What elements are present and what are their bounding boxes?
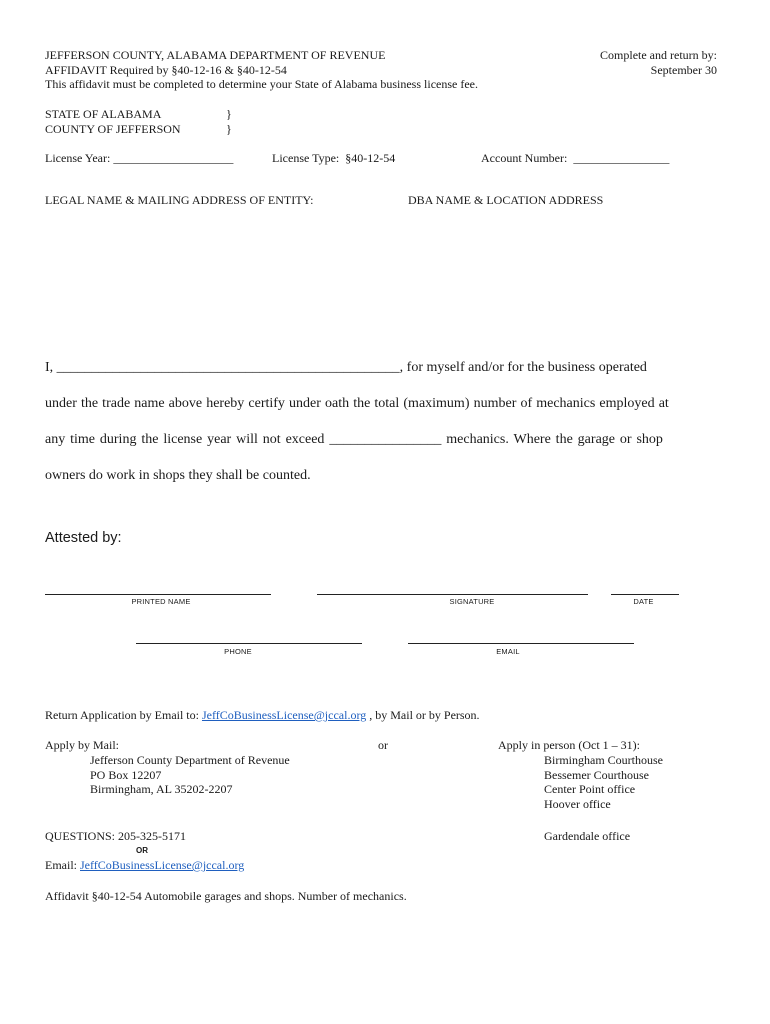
license-type-field [272,151,395,166]
brace-state: } [226,107,232,121]
questions-email-label: Email: [45,858,77,872]
office-gardendale: Gardendale office [544,829,631,843]
account-number-field[interactable] [481,151,669,166]
date-caption: DATE [633,597,654,606]
license-type-label: License Type: [272,151,340,165]
return-suffix: , by Mail or by Person. [369,708,480,722]
or-separator: or [378,738,388,752]
department-heading: JEFFERSON COUNTY, ALABAMA DEPARTMENT OF REVENUE [45,48,386,62]
printed-name-line[interactable] [45,594,271,595]
mechanics-count-blank[interactable]: ________________ [329,432,442,447]
signature-line[interactable] [317,594,588,595]
certify-i: I, [45,360,54,375]
certification-line-4: owners do work in shops they shall be counted. [45,468,311,483]
questions-email-link[interactable]: JeffCoBusinessLicense@jccal.org [80,858,245,872]
license-year-blank[interactable]: ____________________ [113,151,234,165]
return-email-link[interactable]: JeffCoBusinessLicense@jccal.org [201,708,367,722]
certification-line-1 [45,360,647,376]
certify-line3-start: any time during the license year will not exceed [45,432,325,447]
office-bessemer: Bessemer Courthouse [544,768,649,782]
account-number-label: Account Number: [481,151,568,165]
phone-line[interactable] [136,643,362,644]
printed-name-caption: PRINTED NAME [131,597,191,606]
license-year-field[interactable] [45,151,233,166]
dba-location-address-label: DBA NAME & LOCATION ADDRESS [408,193,604,207]
apply-in-person-label: Apply in person (Oct 1 – 31): [498,738,640,752]
return-by-label: Complete and return by: [600,48,717,62]
account-number-blank[interactable]: ________________ [573,151,670,165]
certification-line-2: under the trade name above hereby certify under oath the total (maximum) number of mechanics employed at [45,396,669,411]
county-label: COUNTY OF JEFFERSON [45,122,181,136]
return-prefix: Return Application by Email to: [45,708,199,722]
return-instructions [45,708,480,723]
email-line[interactable] [408,643,634,644]
phone-caption: PHONE [224,647,252,656]
office-center-point: Center Point office [544,782,636,796]
mail-address-line-2: PO Box 12207 [90,768,162,782]
attested-by-heading: Attested by: [45,530,122,546]
legal-name-address-label: LEGAL NAME & MAILING ADDRESS OF ENTITY: [45,193,314,207]
certification-line-3 [45,432,663,448]
footer-description: Affidavit §40-12-54 Automobile garages and shops. Number of mechanics. [45,889,407,903]
certify-line3-end: mechanics. Where the garage or shop [446,432,663,447]
office-hoover: Hoover office [544,797,611,811]
questions-email [45,858,244,873]
questions-or: OR [136,846,148,855]
signature-caption: SIGNATURE [449,597,495,606]
mail-address-line-1: Jefferson County Department of Revenue [90,753,290,767]
brace-county: } [226,122,232,136]
date-line[interactable] [611,594,679,595]
return-by-date: September 30 [650,63,717,77]
mail-address-line-3: Birmingham, AL 35202-2207 [90,782,233,796]
state-label: STATE OF ALABAMA [45,107,162,121]
instruction-text: This affidavit must be completed to determine your State of Alabama business license fee. [45,77,478,91]
email-caption: EMAIL [496,647,520,656]
affidavit-title: AFFIDAVIT Required by §40-12-16 & §40-12-54 [45,63,287,77]
office-birmingham: Birmingham Courthouse [544,753,663,767]
license-type-value: §40-12-54 [345,151,396,165]
declarant-name-blank[interactable]: _________________________________________________ [56,360,400,375]
certify-line1-end: , for myself and/or for the business operated [399,360,647,375]
license-year-label: License Year: [45,151,111,165]
apply-by-mail-label: Apply by Mail: [45,738,119,752]
questions-phone: QUESTIONS: 205-325-5171 [45,829,186,843]
